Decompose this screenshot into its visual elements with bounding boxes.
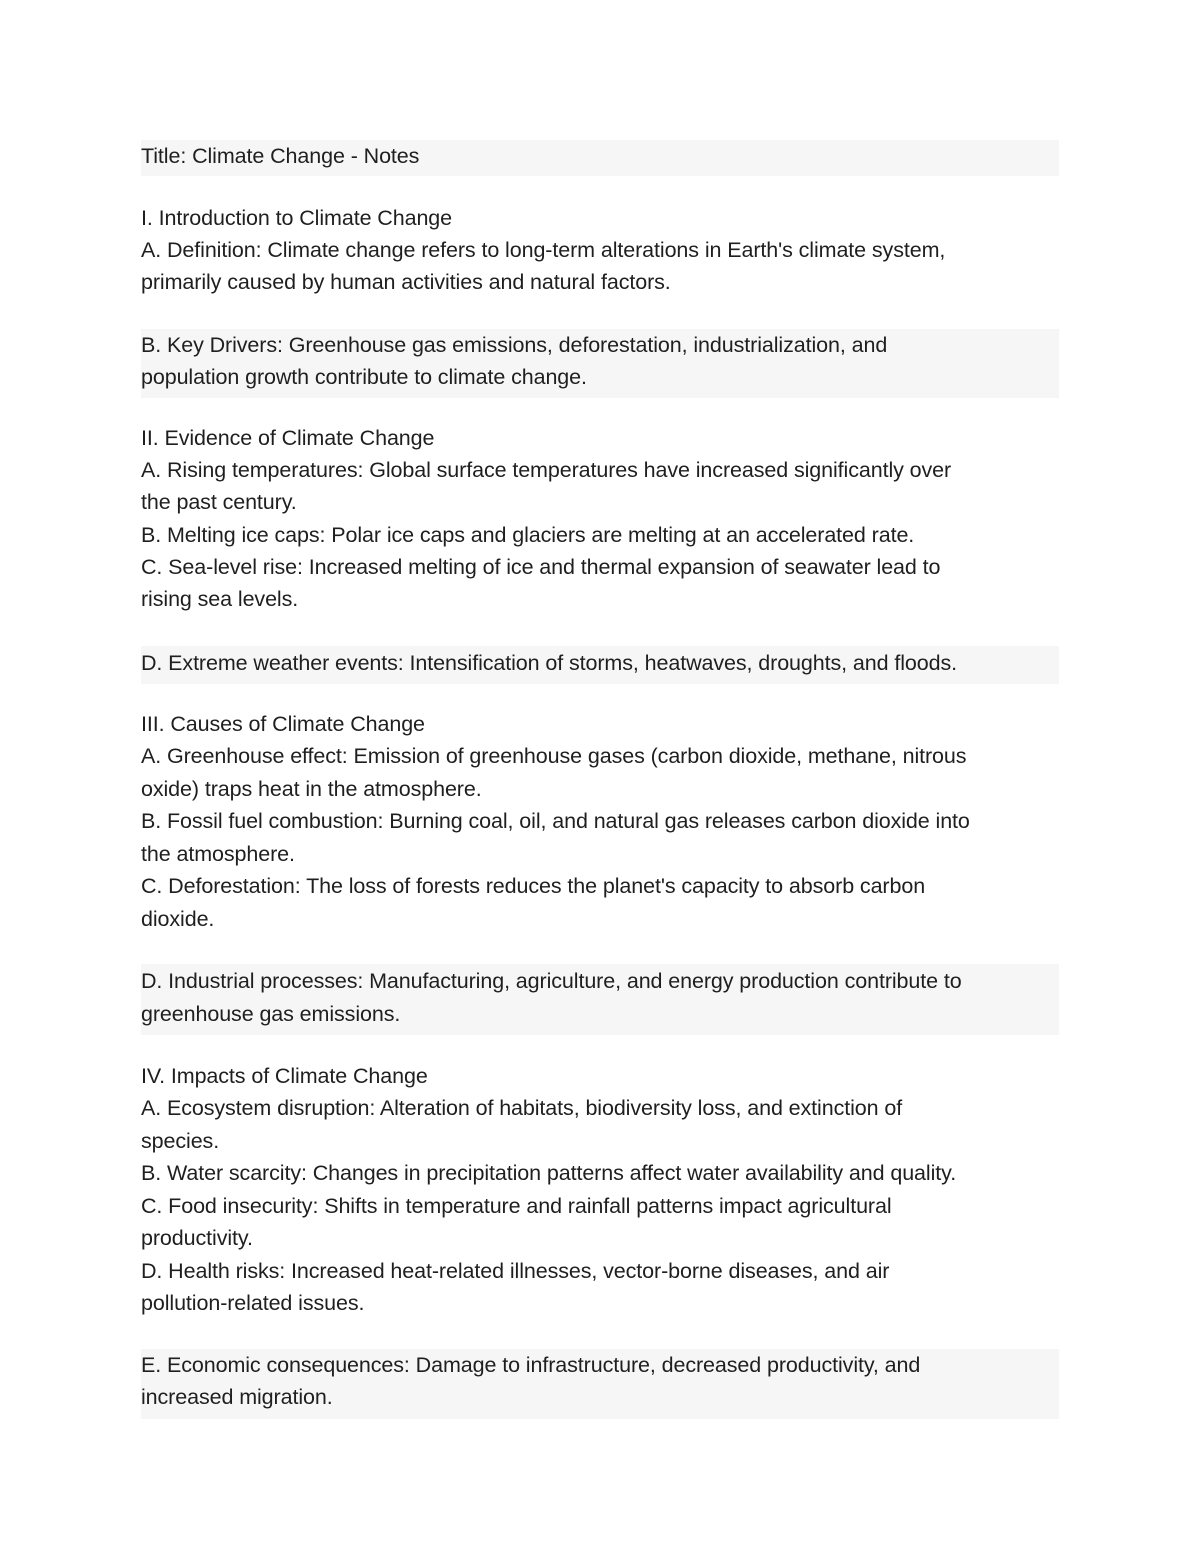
section-4-item-e-line-2: increased migration. [141,1385,333,1409]
section-4-item-c-line-2: productivity. [141,1226,253,1250]
section-1-block [141,200,1059,310]
document-title: Title: Climate Change - Notes [141,144,420,168]
section-3-item-c-line-2: dioxide. [141,907,215,931]
section-3-item-a-line-2: oxide) traps heat in the atmosphere. [141,777,482,801]
section-1-item-b-line-2: population growth contribute to climate change. [141,365,587,389]
section-1-item-b-line-1: B. Key Drivers: Greenhouse gas emissions, deforestation, industrialization, and [141,333,888,357]
section-3-item-b-line-1: B. Fossil fuel combustion: Burning coal, oil, and natural gas releases carbon dioxide into [141,809,970,833]
section-2-item-d-line-1: D. Extreme weather events: Intensification of storms, heatwaves, droughts, and floods. [141,651,957,675]
section-4-block [141,1059,1059,1329]
section-4-item-e-line-1: E. Economic consequences: Damage to infrastructure, decreased productivity, and [141,1353,921,1377]
section-4-item-d-line-2: pollution-related issues. [141,1291,365,1315]
section-4-item-a-line-2: species. [141,1129,220,1153]
title-block [141,140,1059,176]
section-1-item-a-line-2: primarily caused by human activities and natural factors. [141,270,671,294]
section-4-item-a-line-1: A. Ecosystem disruption: Alteration of habitats, biodiversity loss, and extinction of [141,1096,903,1120]
section-2-block [141,420,1059,620]
section-4-item-e-block [141,1349,1059,1419]
section-1-item-b-block [141,329,1059,398]
section-3-item-a-line-1: A. Greenhouse effect: Emission of greenhouse gases (carbon dioxide, methane, nitrous [141,744,967,768]
section-3-item-c-line-1: C. Deforestation: The loss of forests reduces the planet's capacity to absorb carbon [141,874,926,898]
section-2-item-a-line-2: the past century. [141,490,297,514]
section-1-heading: I. Introduction to Climate Change [141,206,453,230]
section-4-item-b-line-1: B. Water scarcity: Changes in precipitation patterns affect water availability and quality. [141,1161,957,1185]
section-4-item-d-line-1: D. Health risks: Increased heat-related illnesses, vector-borne diseases, and air [141,1259,890,1283]
section-3-item-d-block [141,964,1059,1035]
section-4-heading: IV. Impacts of Climate Change [141,1064,428,1088]
section-3-item-d-line-1: D. Industrial processes: Manufacturing, agriculture, and energy production contribute to [141,969,962,993]
section-3-item-d-line-2: greenhouse gas emissions. [141,1002,401,1026]
section-3-block [141,707,1059,947]
section-2-heading: II. Evidence of Climate Change [141,426,435,450]
section-3-item-b-line-2: the atmosphere. [141,842,295,866]
section-2-item-d-block [141,646,1059,684]
section-2-item-b-line-1: B. Melting ice caps: Polar ice caps and glaciers are melting at an accelerated rate. [141,523,915,547]
section-4-item-c-line-1: C. Food insecurity: Shifts in temperature and rainfall patterns impact agricultural [141,1194,892,1218]
section-3-heading: III. Causes of Climate Change [141,712,425,736]
section-2-item-c-line-2: rising sea levels. [141,587,299,611]
section-1-item-a-line-1: A. Definition: Climate change refers to long-term alterations in Earth's climate system, [141,238,946,262]
section-2-item-c-line-1: C. Sea-level rise: Increased melting of ice and thermal expansion of seawater lead to [141,555,941,579]
section-2-item-a-line-1: A. Rising temperatures: Global surface temperatures have increased significantly over [141,458,952,482]
